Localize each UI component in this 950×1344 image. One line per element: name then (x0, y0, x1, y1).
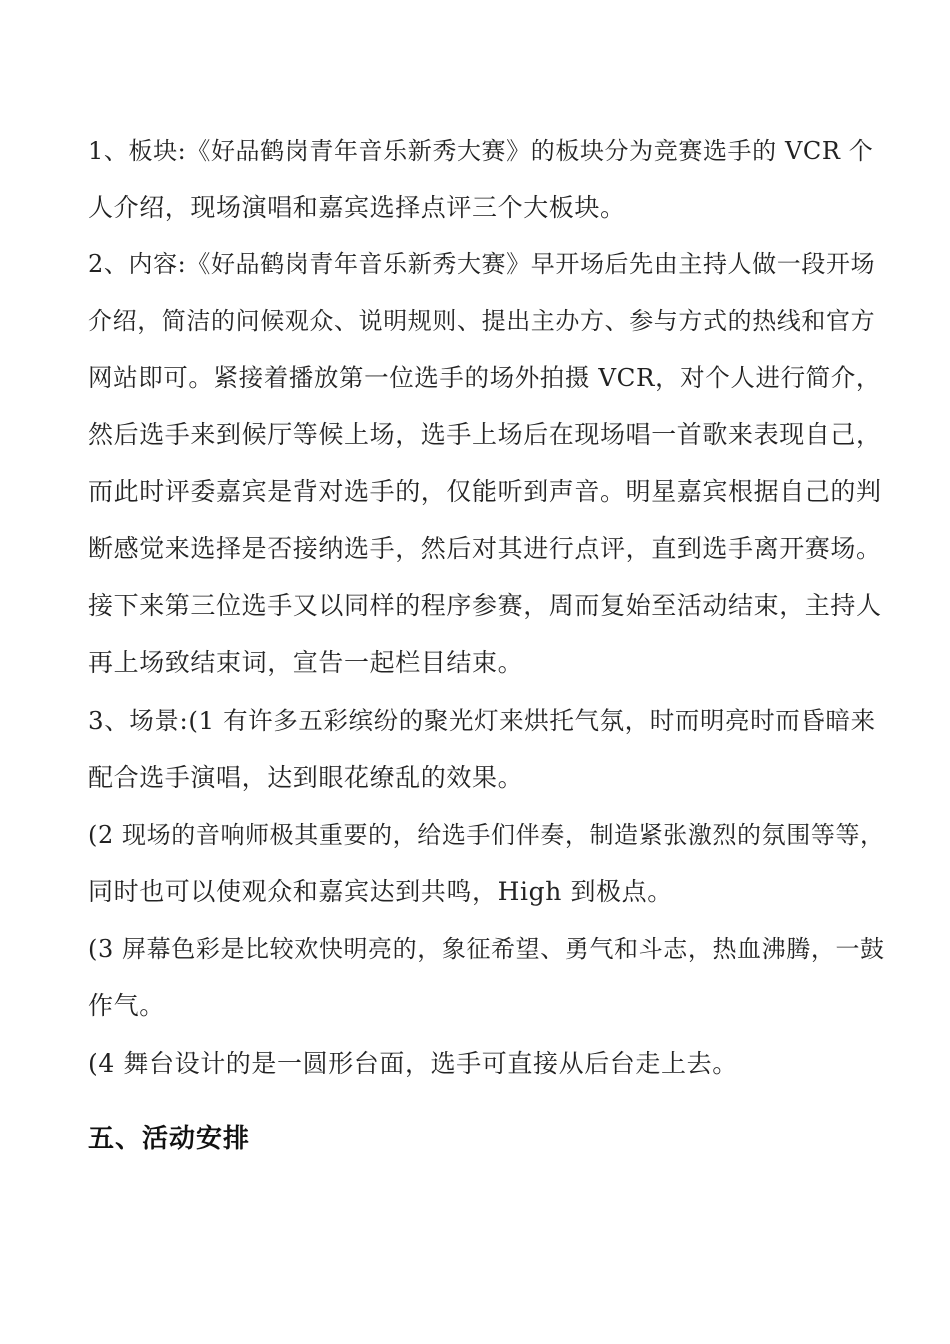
paragraph-line: 同时也可以使观众和嘉宾达到共鸣，High 到极点。 (88, 877, 673, 906)
paragraph-line: 断感觉来选择是否接纳选手，然后对其进行点评，直到选手离开赛场。 (88, 534, 882, 563)
paragraph-line: 网站即可。紧接着播放第一位选手的场外拍摄 VCR，对个人进行简介， (88, 363, 881, 392)
paragraph-line: 2、内容:《好品鹤岗青年音乐新秀大赛》早开场后先由主持人做一段开场 (88, 250, 876, 278)
paragraph-line: 接下来第三位选手又以同样的程序参赛，周而复始至活动结束，主持人 (88, 591, 882, 620)
paragraph-line: (2 现场的音响师极其重要的，给选手们伴奏，制造紧张激烈的氛围等等， (88, 821, 885, 849)
section-heading: 五、活动安排 (88, 1124, 251, 1154)
paragraph-line: 再上场致结束词，宣告一起栏目结束。 (88, 648, 524, 677)
paragraph-line: 人介绍，现场演唱和嘉宾选择点评三个大板块。 (88, 193, 626, 222)
paragraph-line: 1、板块:《好品鹤岗青年音乐新秀大赛》的板块分为竞赛选手的 VCR 个 (88, 137, 874, 165)
paragraph-line: (3 屏幕色彩是比较欢快明亮的，象征希望、勇气和斗志，热血沸腾，一鼓 (88, 935, 885, 963)
paragraph-line: 而此时评委嘉宾是背对选手的，仅能听到声音。明星嘉宾根据自己的判 (88, 477, 882, 506)
paragraph-line: 然后选手来到候厅等候上场，选手上场后在现场唱一首歌来表现自己， (88, 420, 882, 449)
paragraph-line: 配合选手演唱，达到眼花缭乱的效果。 (88, 763, 524, 792)
paragraph-line: 3、场景:(1 有许多五彩缤纷的聚光灯来烘托气氛，时而明亮时而昏暗来 (88, 706, 876, 735)
paragraph-line: 作气。 (88, 991, 165, 1020)
paragraph-line: 介绍，简洁的问候观众、说明规则、提出主办方、参与方式的热线和官方 (88, 307, 876, 335)
paragraph-line: (4 舞台设计的是一圆形台面，选手可直接从后台走上去。 (88, 1049, 738, 1078)
